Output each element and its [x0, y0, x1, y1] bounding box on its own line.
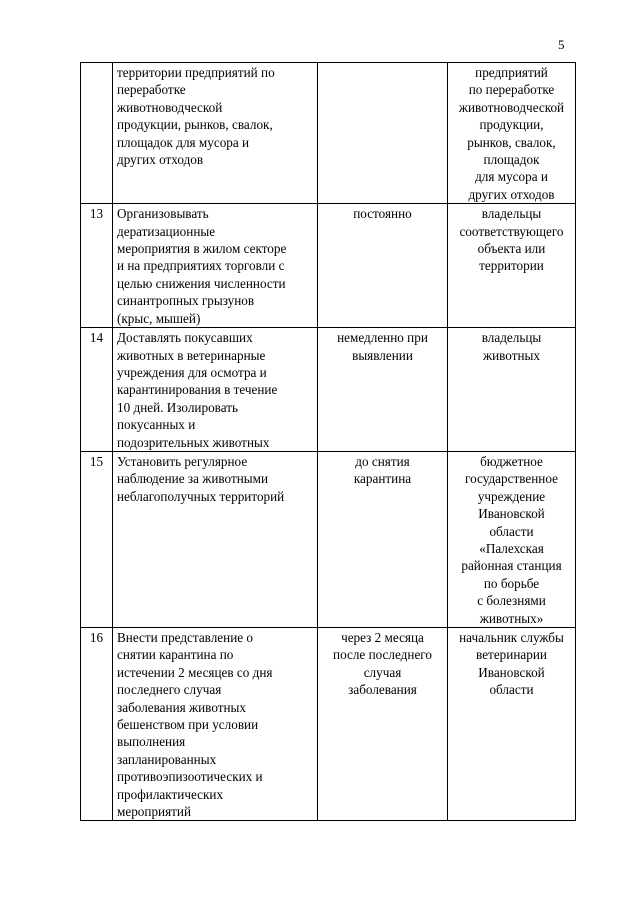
row-number-cell: 16	[81, 628, 113, 821]
row-number-cell: 15	[81, 451, 113, 627]
responsible-cell: начальник службы ветеринарии Ивановской области	[448, 628, 576, 821]
term-cell	[318, 63, 448, 204]
table-row	[81, 628, 576, 821]
term-cell: до снятия карантина	[318, 451, 448, 627]
action-cell: Внести представление о снятии карантина по истечении 2 месяцев со дня последнего случая заболевания животных бешенством при условии выполнения запланированных противоэпизоотических и профилактических мероприятий	[113, 628, 318, 821]
action-cell: территории предприятий по переработке животноводческой продукции, рынков, свалок, площадок для мусора и других отходов	[113, 63, 318, 204]
table-row	[81, 63, 576, 204]
row-number-cell: 14	[81, 328, 113, 452]
page-number: 5	[558, 37, 565, 52]
responsible-cell: бюджетное государственное учреждение Ивановской области «Палехская районная станция по борьбе с болезнями животных»	[448, 451, 576, 627]
term-cell: постоянно	[318, 204, 448, 328]
table-row	[81, 204, 576, 328]
responsible-cell: предприятий по переработке животноводческой продукции, рынков, свалок, площадок для мусора и других отходов	[448, 63, 576, 204]
action-cell: Установить регулярное наблюдение за животными неблагополучных территорий	[113, 451, 318, 627]
row-number-cell	[81, 63, 113, 204]
responsible-cell: владельцы животных	[448, 328, 576, 452]
term-cell: немедленно при выявлении	[318, 328, 448, 452]
action-cell: Доставлять покусавших животных в ветеринарные учреждения для осмотра и карантинирования в течение 10 дней. Изолировать покусанных и подозрительных животных	[113, 328, 318, 452]
table-row	[81, 451, 576, 627]
action-cell: Организовывать дератизационные мероприятия в жилом секторе и на предприятиях торговли с целью снижения численности синантропных грызунов (крыс, мышей)	[113, 204, 318, 328]
responsible-cell: владельцы соответствующего объекта или территории	[448, 204, 576, 328]
row-number-cell: 13	[81, 204, 113, 328]
table-row	[81, 328, 576, 452]
term-cell: через 2 месяца после последнего случая заболевания	[318, 628, 448, 821]
measures-table	[80, 62, 576, 821]
